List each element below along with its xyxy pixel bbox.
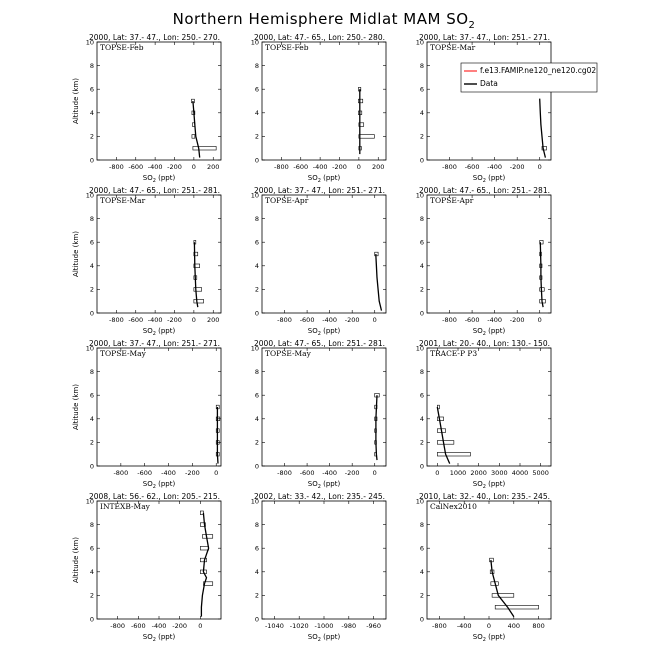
x-axis-label: $SO_2$ (ppt) <box>307 327 341 337</box>
campaign-label: TOPSE-Mar <box>100 196 146 205</box>
panel-title: 2000, Lat: 37.- 47., Lon: 251.- 271. <box>419 33 550 42</box>
panel-title: 2002, Lat: 33.- 42., Lon: 235.- 245. <box>254 492 385 501</box>
y-tick-label: 10 <box>85 497 94 506</box>
panel-3 <box>416 33 597 184</box>
data-line <box>540 99 546 158</box>
y-tick-label: 6 <box>89 544 94 553</box>
panel-6 <box>416 186 551 337</box>
x-tick-label: -400 <box>322 469 338 477</box>
plot-frame <box>97 42 221 160</box>
panel-title: 2000, Lat: 37.- 47., Lon: 250.- 270. <box>89 33 220 42</box>
plot-frame <box>427 195 551 313</box>
y-tick-label: 10 <box>415 497 424 506</box>
data-line <box>217 407 218 464</box>
x-tick-label: -200 <box>332 163 347 171</box>
x-tick-label: -200 <box>185 469 200 477</box>
x-tick-label: 0 <box>372 469 377 477</box>
y-tick-label: 2 <box>89 132 94 141</box>
y-tick-label: 0 <box>89 462 94 471</box>
x-tick-label: -600 <box>137 469 153 477</box>
data-range-box <box>200 546 208 550</box>
y-tick-label: 6 <box>254 391 259 400</box>
x-tick-label: -1020 <box>289 622 309 630</box>
data-line <box>201 513 208 617</box>
x-tick-label: 800 <box>532 622 545 630</box>
x-tick-label: -400 <box>147 316 163 324</box>
data-range-box <box>358 99 362 103</box>
y-tick-label: 10 <box>415 344 424 353</box>
y-tick-label: 4 <box>419 262 424 271</box>
x-tick-label: -980 <box>341 622 357 630</box>
y-tick-label: 8 <box>89 61 94 70</box>
data-range-box <box>495 605 538 609</box>
y-axis-label: Altitude (km) <box>72 231 80 277</box>
campaign-label: TOPSE-May <box>265 349 311 358</box>
y-tick-label: 2 <box>254 591 259 600</box>
x-tick-label: -800 <box>108 316 124 324</box>
x-axis-label: $SO_2$ (ppt) <box>472 480 506 490</box>
x-axis-label: $SO_2$ (ppt) <box>307 480 341 490</box>
panel-10 <box>72 492 221 643</box>
x-tick-label: 0 <box>537 316 542 324</box>
y-tick-label: 6 <box>419 238 424 247</box>
y-tick-label: 2 <box>419 285 424 294</box>
x-tick-label: -800 <box>110 622 126 630</box>
y-tick-label: 6 <box>89 85 94 94</box>
x-tick-label: -800 <box>273 163 289 171</box>
x-tick-label: -800 <box>277 316 292 324</box>
x-tick-label: 0 <box>214 469 219 477</box>
y-tick-label: 4 <box>254 415 259 424</box>
y-tick-label: 2 <box>254 132 259 141</box>
panel-7 <box>72 339 221 490</box>
x-tick-label: -200 <box>167 316 182 324</box>
data-range-box <box>437 452 470 456</box>
plot-frame <box>262 195 386 313</box>
data-line <box>437 407 449 464</box>
y-tick-label: 10 <box>85 344 94 353</box>
campaign-label: TOPSE-May <box>100 349 146 358</box>
y-tick-label: 8 <box>89 214 94 223</box>
x-tick-label: 0 <box>435 469 440 477</box>
y-tick-label: 6 <box>254 544 259 553</box>
campaign-label: TRACE-P P3 <box>430 349 478 358</box>
y-tick-label: 0 <box>89 156 94 165</box>
panel-title: 2000, Lat: 37.- 47., Lon: 251.- 271. <box>89 339 220 348</box>
y-tick-label: 2 <box>254 285 259 294</box>
x-tick-label: -200 <box>344 316 360 324</box>
x-axis-label: $SO_2$ (ppt) <box>142 327 176 337</box>
y-tick-label: 4 <box>254 568 259 577</box>
campaign-label: TOPSE-Apr <box>265 196 309 205</box>
x-tick-label: -800 <box>432 622 447 630</box>
y-tick-label: 0 <box>419 462 424 471</box>
panel-11 <box>251 492 386 643</box>
x-tick-label: -400 <box>487 316 503 324</box>
data-range-box <box>437 441 454 445</box>
data-range-box <box>194 288 202 292</box>
y-tick-label: 6 <box>419 85 424 94</box>
y-tick-label: 10 <box>85 191 94 200</box>
x-tick-label: 400 <box>507 622 521 630</box>
plot-frame <box>262 348 386 466</box>
plot-frame <box>427 42 551 160</box>
y-tick-label: 8 <box>89 367 94 376</box>
y-tick-label: 0 <box>254 615 259 624</box>
x-tick-label: 0 <box>372 316 377 324</box>
panel-4 <box>72 186 221 337</box>
y-tick-label: 8 <box>419 61 424 70</box>
x-tick-label: -200 <box>167 163 182 171</box>
legend <box>461 63 597 92</box>
x-tick-label: 200 <box>372 163 385 171</box>
plot-frame <box>97 348 221 466</box>
y-tick-label: 0 <box>254 462 259 471</box>
plot-frame <box>262 42 386 160</box>
y-axis-label: Altitude (km) <box>72 78 80 124</box>
legend-data-label: Data <box>480 79 498 88</box>
y-tick-label: 10 <box>85 38 94 47</box>
x-tick-label: -400 <box>322 316 338 324</box>
x-tick-label: 0 <box>191 163 196 171</box>
data-range-box <box>202 535 212 539</box>
y-tick-label: 4 <box>89 415 94 424</box>
x-axis-label: $SO_2$ (ppt) <box>472 633 506 643</box>
y-tick-label: 10 <box>415 38 424 47</box>
y-tick-label: 6 <box>89 238 94 247</box>
x-axis-label: $SO_2$ (ppt) <box>307 174 341 184</box>
x-axis-label: $SO_2$ (ppt) <box>472 174 506 184</box>
y-tick-label: 0 <box>419 309 424 318</box>
y-tick-label: 6 <box>419 544 424 553</box>
y-tick-label: 8 <box>254 214 259 223</box>
y-tick-label: 10 <box>250 38 259 47</box>
y-tick-label: 10 <box>250 497 259 506</box>
y-tick-label: 4 <box>254 262 259 271</box>
x-tick-label: -800 <box>442 163 457 171</box>
campaign-label: INTEXB-May <box>100 502 150 511</box>
x-tick-label: -600 <box>128 316 144 324</box>
panel-12 <box>416 492 551 643</box>
x-tick-label: 0 <box>198 622 203 630</box>
plot-frame <box>427 501 551 619</box>
x-tick-label: 4000 <box>511 469 529 477</box>
x-tick-label: -800 <box>113 469 129 477</box>
y-tick-label: 8 <box>254 61 259 70</box>
x-tick-label: -200 <box>509 163 525 171</box>
plot-frame <box>262 501 386 619</box>
x-tick-label: -400 <box>312 163 328 171</box>
panel-2 <box>251 33 386 184</box>
y-tick-label: 10 <box>250 344 259 353</box>
x-tick-label: 0 <box>356 163 361 171</box>
panel-5 <box>251 186 386 337</box>
x-tick-label: -600 <box>130 622 146 630</box>
y-tick-label: 0 <box>254 309 259 318</box>
y-tick-label: 8 <box>419 367 424 376</box>
campaign-label: TOPSE-Feb <box>100 43 144 52</box>
y-tick-label: 0 <box>89 615 94 624</box>
x-tick-label: 0 <box>537 163 542 171</box>
x-tick-label: -600 <box>128 163 144 171</box>
y-tick-label: 6 <box>254 238 259 247</box>
y-tick-label: 8 <box>419 214 424 223</box>
x-tick-label: -800 <box>108 163 124 171</box>
y-tick-label: 0 <box>254 156 259 165</box>
x-tick-label: -600 <box>293 163 309 171</box>
x-tick-label: 0 <box>486 622 492 630</box>
x-tick-label: -200 <box>509 316 525 324</box>
x-tick-label: -200 <box>172 622 188 630</box>
panel-title: 2000, Lat: 47.- 65., Lon: 251.- 281. <box>419 186 550 195</box>
y-tick-label: 8 <box>254 520 259 529</box>
data-range-box <box>194 299 204 303</box>
y-tick-label: 4 <box>89 262 94 271</box>
x-tick-label: -800 <box>277 469 292 477</box>
figure-title: Northern Hemisphere Midlat MAM $SO_2$ <box>172 10 476 31</box>
y-tick-label: 0 <box>419 156 424 165</box>
campaign-label: TOPSE-Mar <box>430 43 476 52</box>
y-tick-label: 4 <box>419 415 424 424</box>
data-range-box <box>359 135 375 139</box>
plot-frame <box>427 348 551 466</box>
x-tick-label: -400 <box>147 163 163 171</box>
y-tick-label: 4 <box>419 109 424 118</box>
y-tick-label: 2 <box>254 438 259 447</box>
y-tick-label: 0 <box>89 309 94 318</box>
x-tick-label: -1040 <box>264 622 284 630</box>
x-tick-label: -400 <box>151 622 167 630</box>
y-tick-label: 2 <box>419 438 424 447</box>
x-tick-label: -600 <box>299 316 315 324</box>
x-axis-label: $SO_2$ (ppt) <box>142 480 176 490</box>
y-axis-label: Altitude (km) <box>72 537 80 583</box>
y-tick-label: 2 <box>89 591 94 600</box>
y-tick-label: 6 <box>89 391 94 400</box>
panel-9 <box>416 339 551 490</box>
x-tick-label: -400 <box>456 622 472 630</box>
x-tick-label: -600 <box>299 469 315 477</box>
x-tick-label: 200 <box>207 163 220 171</box>
x-tick-label: 1000 <box>449 469 467 477</box>
y-tick-label: 8 <box>419 520 424 529</box>
x-axis-label: $SO_2$ (ppt) <box>142 174 176 184</box>
x-tick-label: -200 <box>344 469 360 477</box>
panel-1 <box>72 33 221 184</box>
x-tick-label: -400 <box>487 163 503 171</box>
data-range-box <box>437 417 443 421</box>
y-tick-label: 8 <box>89 520 94 529</box>
panel-8 <box>251 339 386 490</box>
y-tick-label: 2 <box>419 132 424 141</box>
data-line <box>491 560 514 617</box>
x-axis-label: $SO_2$ (ppt) <box>472 327 506 337</box>
data-line <box>193 101 200 158</box>
y-tick-label: 10 <box>415 191 424 200</box>
y-axis-label: Altitude (km) <box>72 384 80 430</box>
x-tick-label: 200 <box>207 316 220 324</box>
x-tick-label: -400 <box>161 469 176 477</box>
panel-title: 2000, Lat: 47.- 65., Lon: 251.- 281. <box>89 186 220 195</box>
x-tick-label: -800 <box>442 316 457 324</box>
panel-title: 2000, Lat: 37.- 47., Lon: 251.- 271. <box>254 186 385 195</box>
x-tick-label: 0 <box>191 316 196 324</box>
panel-title: 2001, Lat: 20.- 40., Lon: 130.- 150. <box>419 339 550 348</box>
x-tick-label: 5000 <box>532 469 549 477</box>
y-tick-label: 4 <box>89 109 94 118</box>
campaign-label: TOPSE-Feb <box>265 43 309 52</box>
x-axis-label: $SO_2$ (ppt) <box>307 633 341 643</box>
y-tick-label: 2 <box>89 285 94 294</box>
panel-title: 2000, Lat: 47.- 65., Lon: 250.- 280. <box>254 33 385 42</box>
x-axis-label: $SO_2$ (ppt) <box>142 633 176 643</box>
data-line <box>376 395 377 460</box>
legend-model-label: f.e13.FAMIP.ne120_ne120.cg02 <box>480 66 597 75</box>
panel-title: 2000, Lat: 47.- 65., Lon: 251.- 281. <box>254 339 385 348</box>
y-tick-label: 2 <box>419 591 424 600</box>
x-tick-label: -600 <box>464 316 480 324</box>
y-tick-label: 4 <box>89 568 94 577</box>
y-tick-label: 10 <box>250 191 259 200</box>
y-tick-label: 0 <box>419 615 424 624</box>
x-tick-label: -1000 <box>314 622 334 630</box>
x-tick-label: -960 <box>366 622 381 630</box>
campaign-label: TOPSE-Apr <box>430 196 474 205</box>
y-tick-label: 6 <box>419 391 424 400</box>
panel-title: 2010, Lat: 32.- 40., Lon: 235.- 245. <box>419 492 550 501</box>
campaign-label: CalNex2010 <box>430 502 477 511</box>
x-tick-label: 2000 <box>470 469 487 477</box>
data-range-box <box>492 594 514 598</box>
y-tick-label: 4 <box>254 109 259 118</box>
data-line <box>376 254 382 311</box>
y-tick-label: 2 <box>89 438 94 447</box>
data-range-box <box>193 146 216 150</box>
panel-title: 2008, Lat: 56.- 62., Lon: 205.- 215. <box>89 492 220 501</box>
y-tick-label: 4 <box>419 568 424 577</box>
x-tick-label: 3000 <box>491 469 508 477</box>
plot-frame <box>97 195 221 313</box>
y-tick-label: 8 <box>254 367 259 376</box>
y-tick-label: 6 <box>254 85 259 94</box>
x-tick-label: -600 <box>464 163 480 171</box>
data-range-box <box>192 135 195 139</box>
